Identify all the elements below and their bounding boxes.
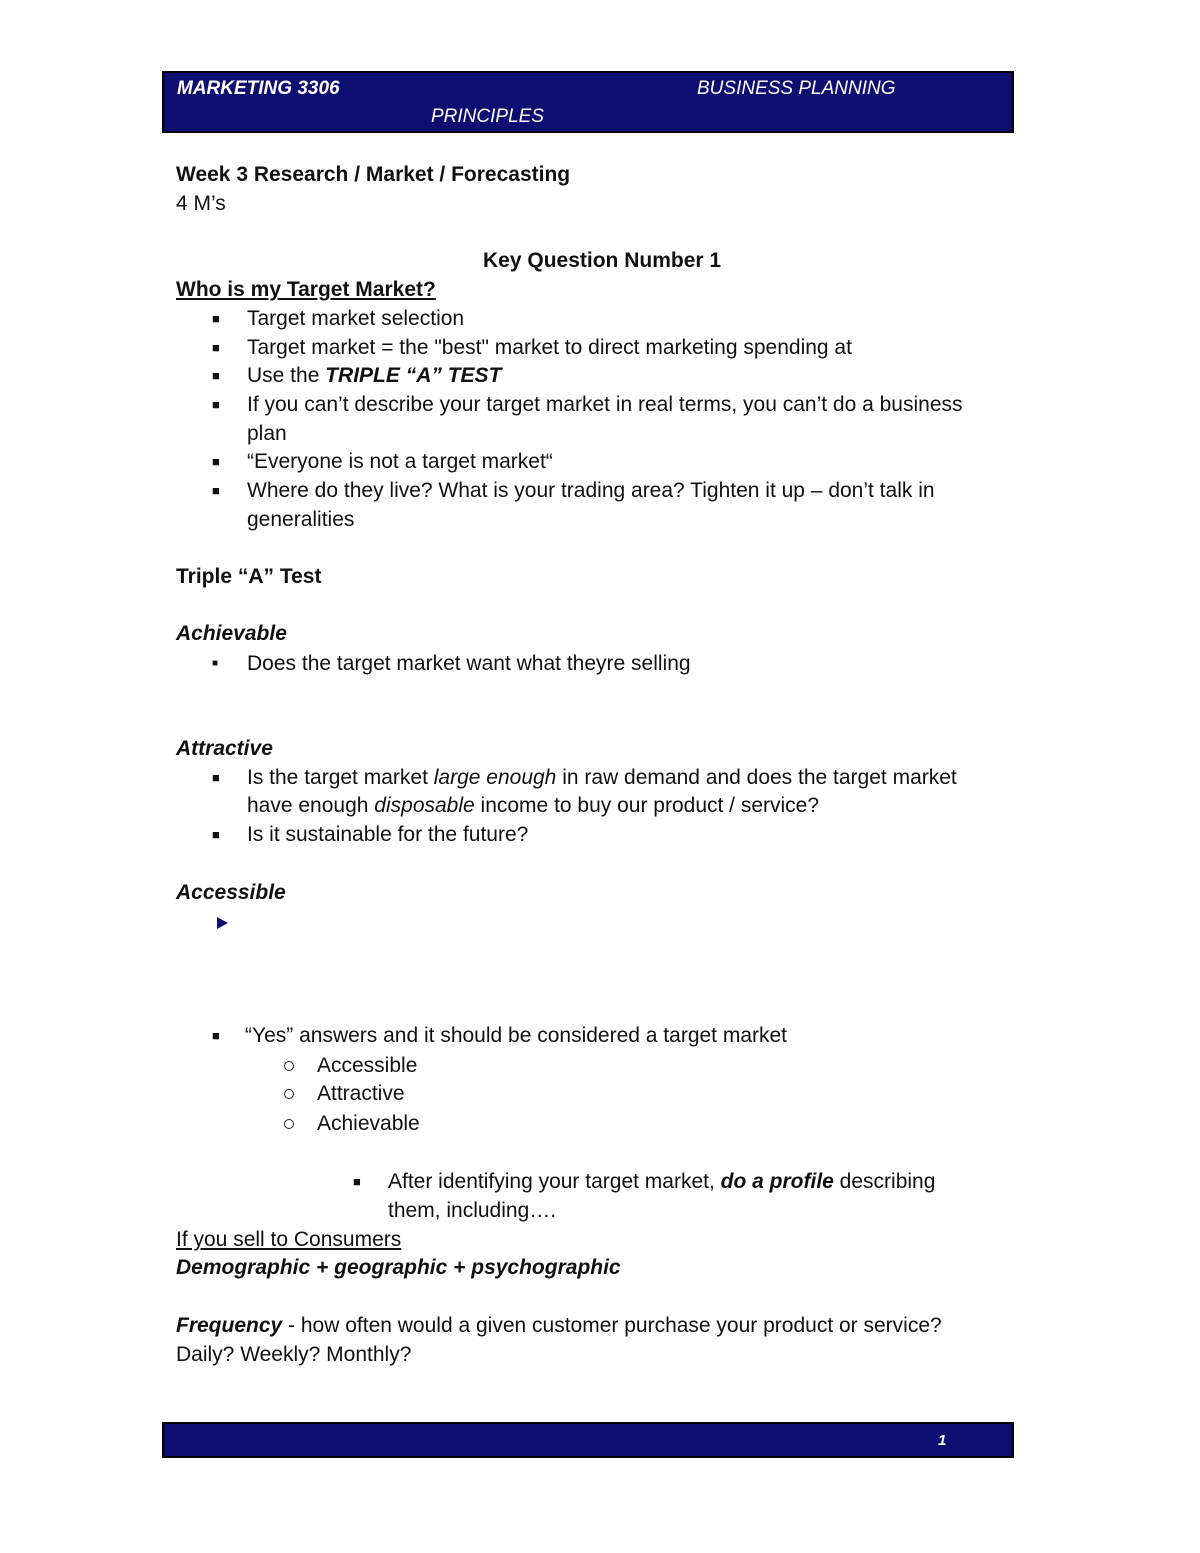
- yes-answers-bullet: “Yes” answers and it should be considered a target market: [245, 1024, 788, 1047]
- frequency-line1: [176, 1311, 942, 1340]
- emphasis-text: disposable: [374, 794, 475, 817]
- emphasis-text: do a profile: [720, 1170, 834, 1193]
- square-bullet-icon: ■: [212, 340, 220, 355]
- sub-item-attractive: Attractive: [317, 1082, 405, 1105]
- square-bullet-icon: ■: [353, 1174, 361, 1189]
- profile-bullet-line1: [388, 1167, 935, 1196]
- course-title: MARKETING 3306: [177, 78, 340, 99]
- page-number: 1: [938, 1432, 947, 1449]
- circle-bullet-icon: [284, 1089, 294, 1099]
- week-title: Week 3 Research / Market / Forecasting: [176, 163, 571, 186]
- target-bullet-3: [247, 361, 501, 390]
- circle-bullet-icon: [284, 1061, 294, 1071]
- sub-item-achievable: Achievable: [317, 1112, 420, 1135]
- triple-a-heading: Triple “A” Test: [176, 565, 322, 588]
- achievable-bullet-1: Does the target market want what theyre selling: [247, 652, 691, 675]
- text-run: - how often would a given customer purchase your product or service?: [282, 1314, 942, 1337]
- sub-item-accessible: Accessible: [317, 1054, 418, 1077]
- key-question-heading: Key Question Number 1: [483, 249, 722, 272]
- emphasis-text: large enough: [433, 766, 557, 789]
- target-bullet-1: Target market selection: [247, 307, 465, 330]
- circle-bullet-icon: [284, 1119, 294, 1129]
- demographic-line: Demographic + geographic + psychographic: [176, 1256, 621, 1279]
- text-run: in raw demand and does the target market: [556, 766, 957, 789]
- frequency-line2: Daily? Weekly? Monthly?: [176, 1343, 412, 1366]
- target-bullet-4-line2: plan: [247, 422, 287, 445]
- text-run: Use the: [247, 364, 326, 387]
- target-bullet-6-line2: generalities: [247, 508, 355, 531]
- small-square-bullet-icon: ■: [212, 658, 219, 669]
- subject-title-line2: PRINCIPLES: [431, 106, 544, 127]
- target-bullet-5: “Everyone is not a target market“: [247, 450, 553, 473]
- square-bullet-icon: ■: [212, 397, 220, 412]
- attractive-bullet-1-line2: [247, 791, 819, 820]
- square-bullet-icon: ■: [212, 827, 220, 842]
- text-run: Is the target market: [247, 766, 434, 789]
- text-run: income to buy our product / service?: [474, 794, 820, 817]
- target-bullet-6-line1: Where do they live? What is your trading area? Tighten it up – don’t talk in: [247, 479, 935, 502]
- text-run: After identifying your target market,: [388, 1170, 721, 1193]
- attractive-heading: Attractive: [176, 737, 273, 760]
- square-bullet-icon: ■: [212, 368, 220, 383]
- subject-title-line1: BUSINESS PLANNING: [697, 78, 896, 99]
- square-bullet-icon: ■: [212, 770, 220, 785]
- consumers-subheading: If you sell to Consumers: [176, 1228, 402, 1251]
- attractive-bullet-1-line1: [247, 763, 957, 792]
- square-bullet-icon: ■: [212, 1028, 220, 1043]
- page-header-band: [162, 71, 1014, 133]
- attractive-bullet-2: Is it sustainable for the future?: [247, 823, 529, 846]
- four-ms: 4 M’s: [176, 192, 226, 215]
- achievable-heading: Achievable: [176, 622, 287, 645]
- target-market-heading: Who is my Target Market?: [176, 278, 436, 301]
- square-bullet-icon: ■: [212, 483, 220, 498]
- target-bullet-4-line1: If you can’t describe your target market in real terms, you can’t do a business: [247, 393, 963, 416]
- page-footer-band: [162, 1422, 1014, 1458]
- profile-bullet-line2: them, including….: [388, 1199, 557, 1222]
- text-run: have enough: [247, 794, 375, 817]
- triangle-bullet-icon: [217, 917, 228, 929]
- target-bullet-2: Target market = the "best" market to direct marketing spending at: [247, 336, 852, 359]
- triple-a-emphasis: TRIPLE “A” TEST: [325, 364, 502, 387]
- square-bullet-icon: ■: [212, 311, 220, 326]
- accessible-heading: Accessible: [176, 881, 286, 904]
- frequency-label: Frequency: [176, 1314, 283, 1337]
- text-run: describing: [833, 1170, 936, 1193]
- square-bullet-icon: ■: [212, 454, 220, 469]
